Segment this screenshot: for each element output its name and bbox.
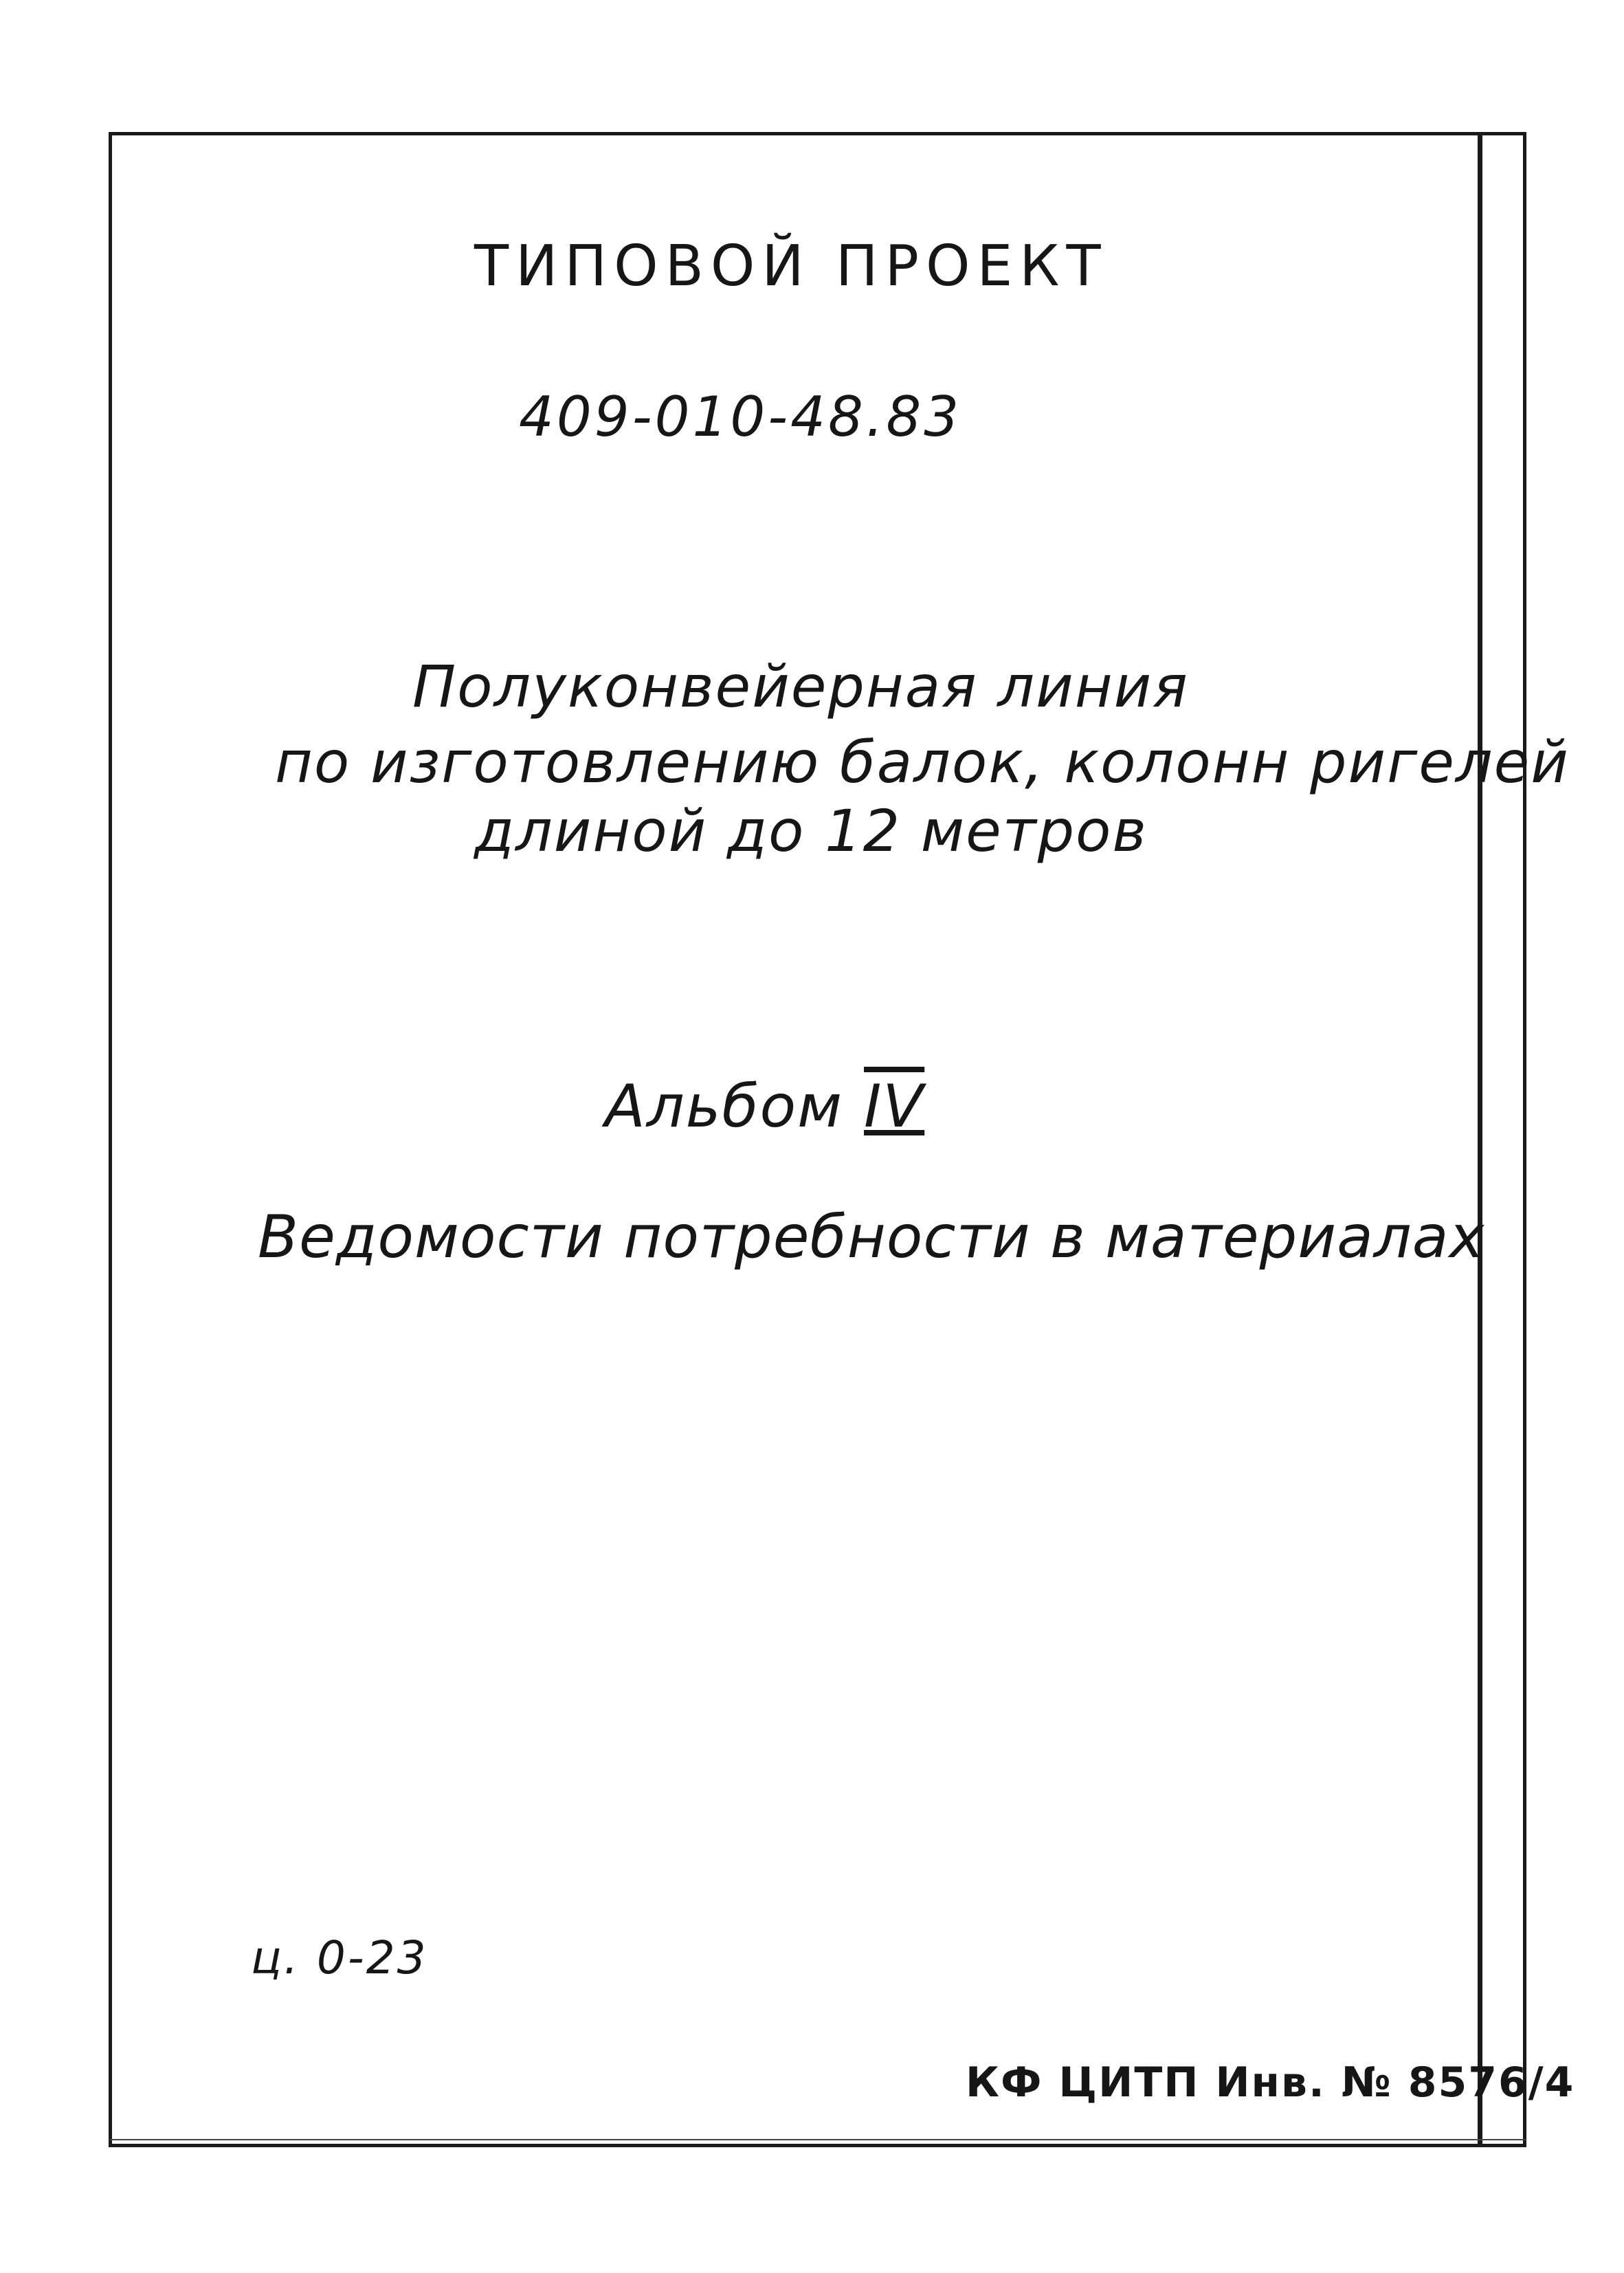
title-line-3: длиной до 12 метров bbox=[474, 797, 1148, 865]
album-title bbox=[605, 1072, 924, 1141]
document-heading: ТИПОВОЙ ПРОЕКТ bbox=[474, 234, 1108, 299]
archive-stamp: КФ ЦИТП Инв. № 8576/4 bbox=[966, 2059, 1575, 2107]
album-subject: Ведомости потребности в материалах bbox=[258, 1203, 1485, 1272]
project-number: 409-010-48.83 bbox=[519, 385, 962, 449]
frame-right-double-line bbox=[1478, 134, 1482, 2147]
document-code: ц. 0-23 bbox=[251, 1931, 428, 1984]
title-line-1: Полуконвейерная линия bbox=[412, 653, 1189, 720]
album-number: IV bbox=[864, 1072, 925, 1141]
title-line-2: по изготовлению балок, колонн ригелей bbox=[275, 729, 1570, 796]
album-label: Альбом bbox=[605, 1072, 844, 1141]
frame-bottom-double-line bbox=[110, 2139, 1526, 2140]
